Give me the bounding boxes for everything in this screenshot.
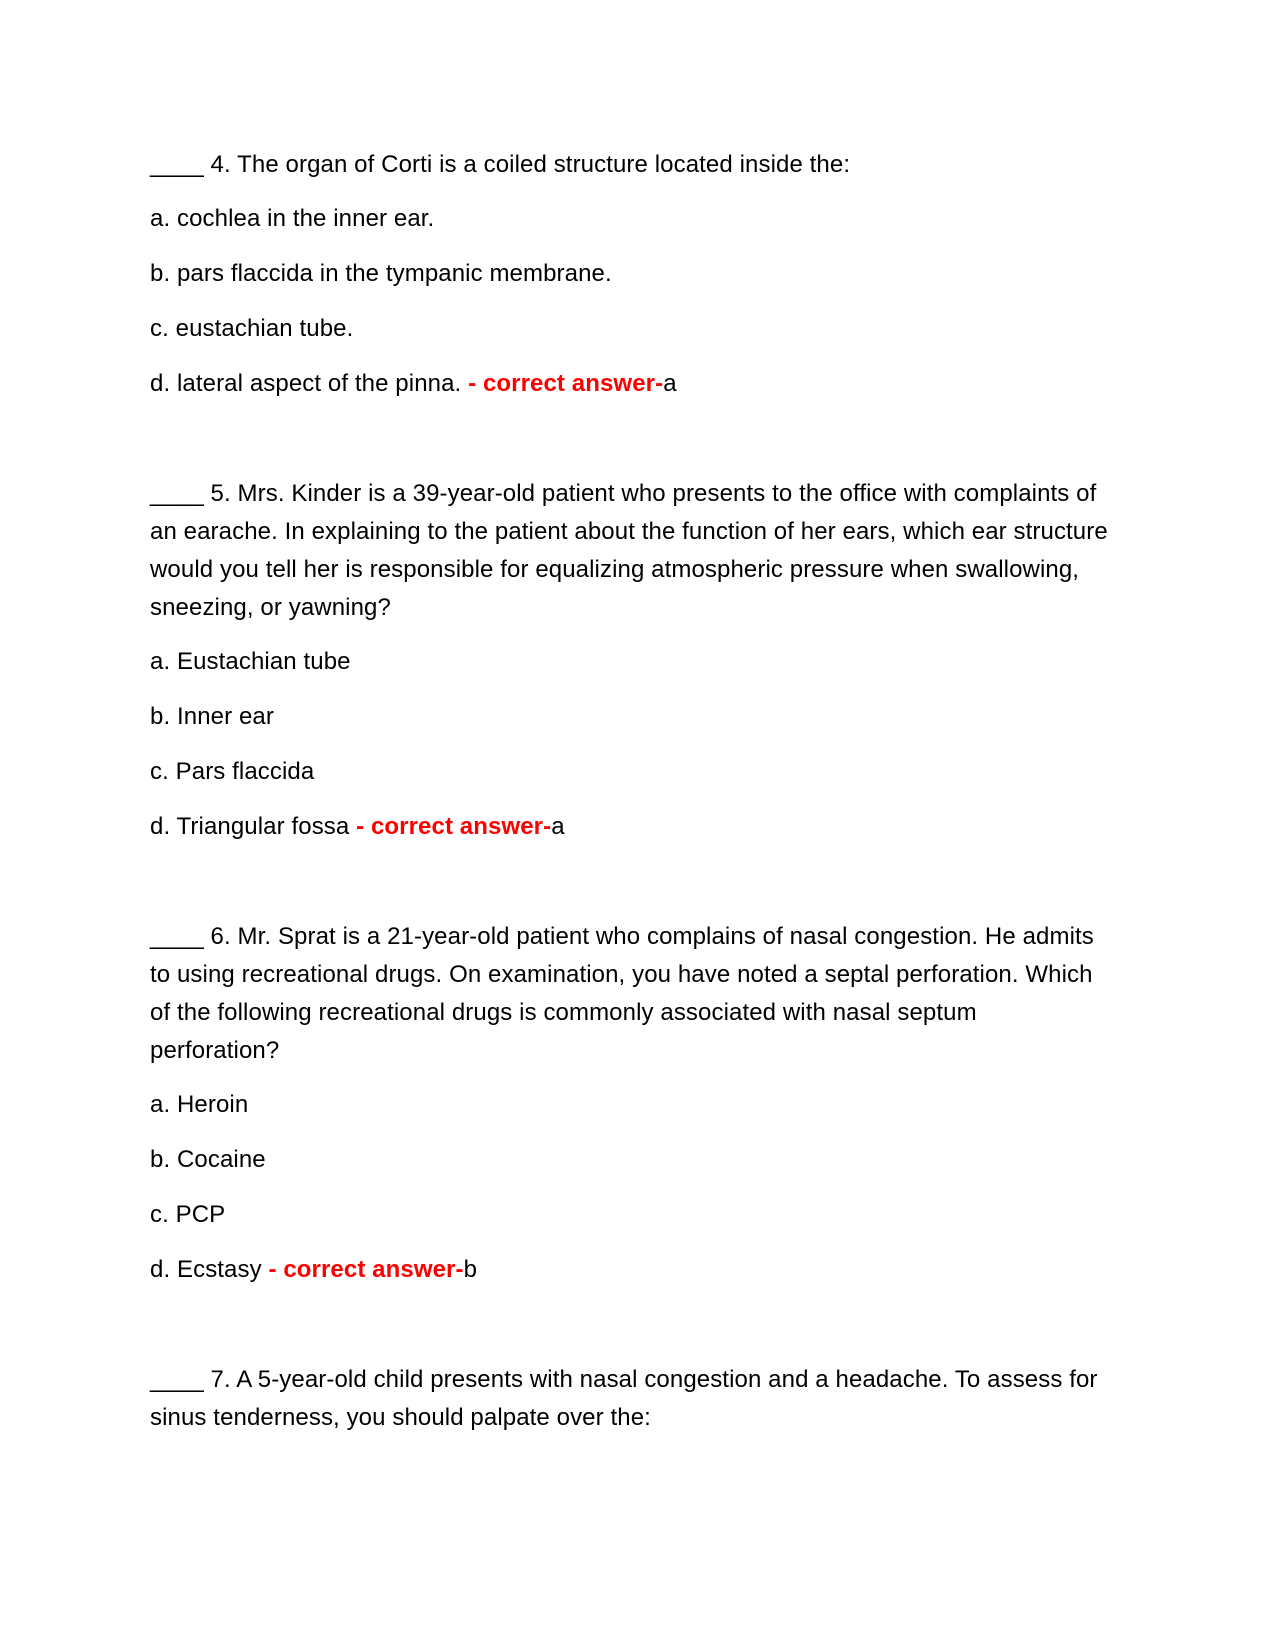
spacer xyxy=(150,403,1110,475)
question-7 xyxy=(150,1361,1110,1437)
option-c: c. Pars flaccida xyxy=(150,758,315,785)
question-6 xyxy=(150,918,1110,1289)
correct-answer-marker: - correct answer- xyxy=(268,1256,464,1283)
option-d-with-answer xyxy=(150,808,1110,846)
spacer xyxy=(150,846,1110,918)
option-b: b. Inner ear xyxy=(150,703,274,730)
question-text: ____ 7. A 5-year-old child presents with nasal congestion and a headache. To assess for sinus tenderness, you should palpate over the: xyxy=(150,1366,1098,1431)
option-d-with-answer xyxy=(150,1251,1110,1289)
option-b: b. Cocaine xyxy=(150,1146,266,1173)
option-d-with-answer xyxy=(150,365,1110,403)
spacer xyxy=(150,1289,1110,1361)
question-5 xyxy=(150,475,1110,846)
question-text: ____ 6. Mr. Sprat is a 21-year-old patient who complains of nasal congestion. He admits to using recreational drugs. On examination, you have noted a septal perforation. Which of the following recreational drugs is commonly associated with nasal septum perforation? xyxy=(150,923,1094,1064)
correct-answer-marker: - correct answer- xyxy=(356,813,552,840)
question-4 xyxy=(150,146,1110,403)
option-d: d. lateral aspect of the pinna. xyxy=(150,370,469,397)
option-c: c. PCP xyxy=(150,1201,226,1228)
option-a: a. Eustachian tube xyxy=(150,648,351,675)
option-a: a. cochlea in the inner ear. xyxy=(150,205,435,232)
option-b: b. pars flaccida in the tympanic membrane. xyxy=(150,260,612,287)
correct-answer-marker: - correct answer- xyxy=(468,370,664,397)
correct-answer-letter: b xyxy=(463,1256,478,1283)
option-c: c. eustachian tube. xyxy=(150,315,354,342)
correct-answer-letter: a xyxy=(551,813,565,840)
question-text: ____ 4. The organ of Corti is a coiled structure located inside the: xyxy=(150,151,851,178)
question-text: ____ 5. Mrs. Kinder is a 39-year-old patient who presents to the office with complaints of an earache. In explaining to the patient about the function of her ears, which ear structure would you tell her is responsible for equalizing atmospheric pressure when swallowing, sneezing, or yawning? xyxy=(150,480,1108,621)
option-d: d. Triangular fossa xyxy=(150,813,357,840)
option-a: a. Heroin xyxy=(150,1091,249,1118)
document-page xyxy=(150,146,1110,1437)
option-d: d. Ecstasy xyxy=(150,1256,269,1283)
correct-answer-letter: a xyxy=(663,370,677,397)
